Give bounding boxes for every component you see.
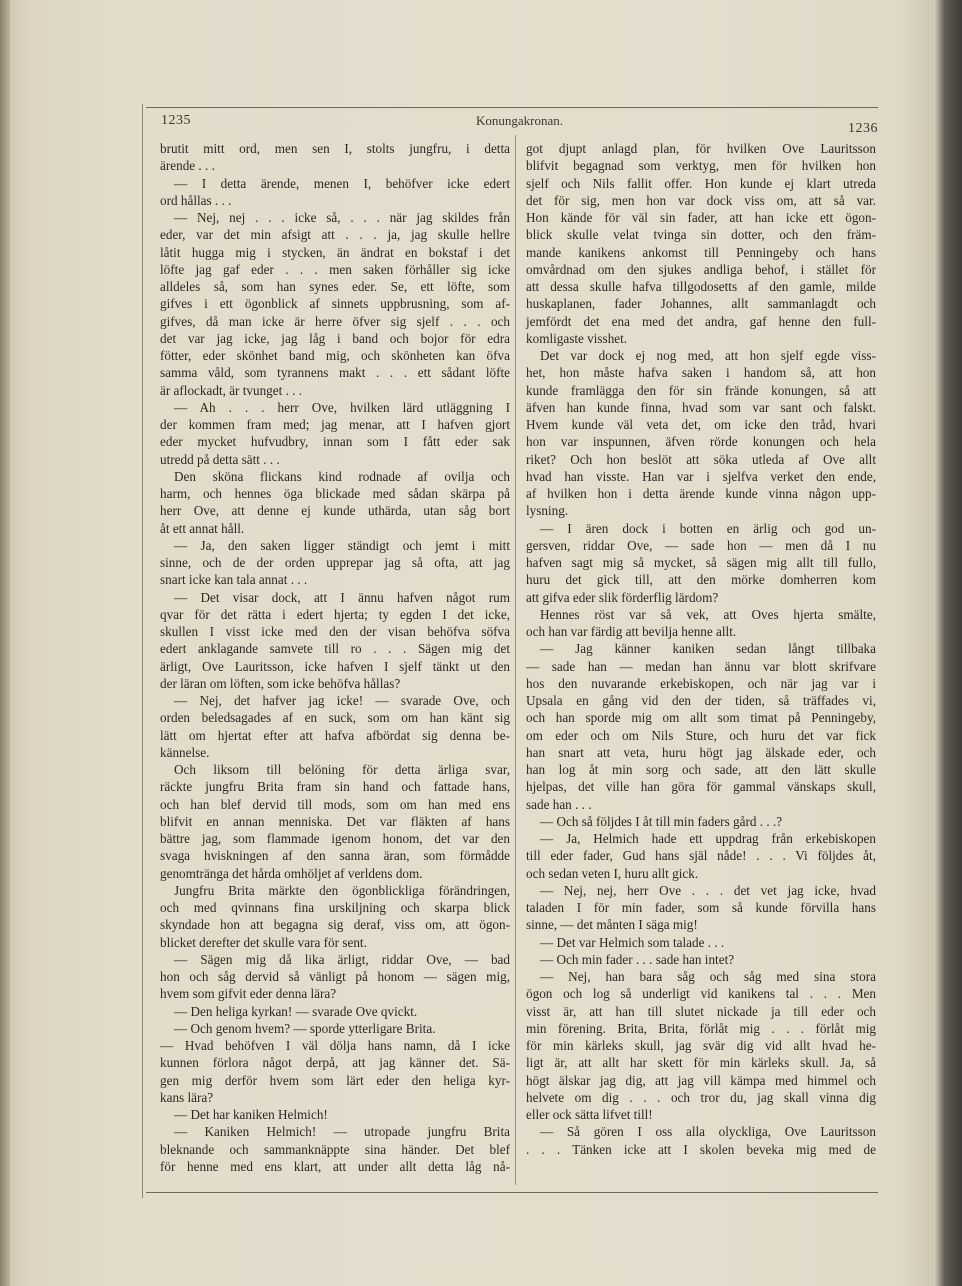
text-line: Det var dock ej nog med, att hon sjelf egde viss- (540, 348, 876, 363)
text-line: — Nej, det hafver jag icke! — svarade Ove, och (174, 693, 510, 708)
text-line: — sade han — medan han ännu var blott skrifvare (526, 658, 876, 674)
text-line: blifvit en annan menniska. Det var fläkten af hans (160, 813, 510, 829)
text-line: — Och genom hvem? — sporde ytterligare Brita. (174, 1020, 436, 1036)
text-line: taladen I för min fader, som så kunde förvilla hans (526, 900, 876, 915)
text-line: bättre jag, som flammade igenom honom, det var den (160, 831, 510, 846)
text-line: Hennes röst var så vek, att Oves hjerta smälte, (540, 606, 876, 622)
text-line: för henne med ens klart, att under allt detta låg nå- (160, 1158, 510, 1174)
text-line: eller ock sätta lifvet till! (526, 1107, 653, 1122)
text-line: — Jag känner kaniken sedan långt tillbaka (540, 641, 876, 657)
text-line: hos den nuvarande erkebiskopen, och när jag var i (526, 675, 876, 691)
text-line: hafven sagt mig så mycket, så sägen mig allt till fullo, (526, 555, 876, 570)
text-line: ärligt, Ove Lauritsson, icke hafven I sjelf tänkt ut den (160, 658, 510, 674)
text-line: det var jag icke, jag låg i band och bojor för edra (160, 330, 510, 346)
text-column-left (160, 140, 510, 1175)
text-line: gen mig derför hvem som lärt eder den heliga kyr- (160, 1072, 510, 1088)
text-line: Hon kände för väl sin fader, att han icke ett ögon- (526, 210, 876, 225)
text-line: till eder fader, Gud hans själ nåde! . . . Vi följdes åt, (526, 848, 876, 864)
text-line: — Det har kaniken Helmich! (174, 1107, 328, 1122)
text-line: sjelf och Nils fallit offer. Hon kunde ej klart utreda (526, 175, 876, 191)
text-line: låtit hugga mig i stycken, än ändrat en bokstaf i det (160, 244, 510, 260)
text-line: — I detta ärende, menen I, behöfver icke edert (174, 175, 510, 191)
text-line: gifves, då man icke är herre öfver sig sjelf . . . och (160, 313, 510, 329)
text-line: och sedan veten I, huru allt gick. (526, 865, 699, 881)
text-line: — Sägen mig då lika ärligt, riddar Ove, — bad (174, 951, 510, 967)
text-line: — Och min fader . . . sade han intet? (540, 951, 735, 967)
text-line: — Och så följdes I åt till min faders gård . . .? (540, 813, 783, 829)
text-line: sinne, — det månten I säga mig! (526, 917, 698, 933)
text-line: Och liksom till belöning för detta ärliga svar, (174, 762, 510, 777)
text-line: helvete om dig . . . och tror du, jag skall vinna dig (526, 1089, 876, 1105)
text-line: sade han . . . (526, 796, 592, 812)
text-line: — Nej, han bara såg och såg med sina stora (540, 969, 876, 984)
text-line: fötter, eder skönhet band mig, och skönheten kan öfva (160, 348, 510, 363)
text-line: der läran om löften, som icke behöfva hållas? (160, 675, 401, 691)
text-line: blifvit begagnad som verktyg, men för hvilken hon (526, 158, 876, 174)
text-line: bleknande och sammanknäppte sina händer. Det blef (160, 1141, 510, 1157)
text-line: got djupt anlagd plan, för hvilken Ove Lauritsson (526, 141, 876, 156)
text-line: hon och såg dervid så vänligt på honom — sägen mig, (160, 969, 510, 984)
text-line: räckte jungfru Brita fram sin hand och fattade hans, (160, 779, 510, 795)
text-line: alldeles så, som han synes eder. Se, ett löfte, som (160, 279, 510, 294)
text-line: . . . Tänken icke att I skolen beveka mig med de (526, 1141, 876, 1157)
text-line: jemfördt det ena med det andra, gaf henne den full- (526, 313, 876, 329)
text-line: brutit mitt ord, men sen I, stolts jungfru, i detta (160, 141, 510, 156)
text-line: hon var inspunnen, äfven rörde konungen och hela (526, 434, 876, 450)
text-line: utredd på detta sätt . . . (160, 451, 280, 467)
running-title: Konungakronan. (476, 113, 564, 128)
page-number-left: 1235 (161, 113, 191, 128)
text-line: skyndade hon att begagna sig deraf, viss om, att ögon- (160, 917, 510, 933)
page-number-right: 1236 (848, 121, 878, 136)
text-line: — Kaniken Helmich! — utropade jungfru Brita (174, 1124, 510, 1140)
text-line: komligaste visshet. (526, 330, 628, 346)
text-line: och med qvinnans fina urskiljning och skarpa blick (160, 900, 510, 915)
text-line: — Den heliga kyrkan! — svarade Ove qvickt. (174, 1003, 418, 1019)
text-line: gifves i ett ögonblick af sinnets uppbrusning, som af- (160, 296, 510, 312)
text-line: han log åt min sorg och sade, att den lätt skulle (526, 762, 876, 777)
text-line: Jungfru Brita märkte den ögonblickliga förändringen, (174, 882, 510, 898)
text-line: Den sköna flickans kind rodnade af ovilja och (174, 468, 510, 484)
text-line: af hvilken hon i detta ärende kunde vinna någon upp- (526, 486, 876, 501)
text-line: åt ett annat håll. (160, 520, 245, 536)
text-line: kunnen förlora något derpå, att jag känner det. Sä- (160, 1055, 510, 1071)
text-line: hvem som gifvit eder denna lära? (160, 986, 337, 1002)
text-line: eder mycket hufvudbry, innan som I fått eder sak (160, 434, 510, 450)
text-line: mande kanikens ankomst till Penningeby och hans (526, 244, 876, 260)
text-line: visst är, att han till slutet nickade ja till eder och (526, 1003, 876, 1019)
text-line: — I ären dock i botten en ärlig och god un- (540, 520, 876, 536)
text-line: snart icke kan tala annat . . . (160, 572, 308, 588)
text-line: edert anklagande samvete till ro . . . Sägen mig det (160, 641, 510, 657)
text-line: att gifva eder slik förderflig lärdom? (526, 589, 719, 605)
text-line: högt älskar jag dig, att jag vill kämpa med himmel och (526, 1072, 876, 1088)
text-line: gersven, riddar Ove, — sade hon — men då I nu (526, 537, 876, 553)
text-line: är aflockadt, är tvunget . . . (160, 382, 303, 398)
text-line: — Nej, nej, herr Ove . . . det vet jag icke, hvad (540, 882, 876, 898)
text-line: herr Ove, att denne ej kunde uthärda, utan såg bort (160, 503, 510, 519)
footer-rule (146, 1192, 878, 1193)
text-line: för min kärleks skull, jag svär dig vid allt hvad he- (526, 1038, 876, 1053)
text-line: han snart att veta, huru högt jag älskade eder, och (526, 744, 876, 760)
text-line: ord hållas . . . (160, 192, 232, 208)
text-line: — Ah . . . herr Ove, hvilken lärd utläggning I (174, 399, 510, 415)
text-line: — Nej, nej . . . icke så, . . . när jag skildes från (174, 210, 510, 225)
text-line: harm, och hennes öga blickade med sådan skärpa på (160, 486, 510, 501)
text-line: det för sig, men hon var dock viss om, att så var. (526, 192, 876, 208)
text-line: blicket derefter det skulle vara för sent. (160, 934, 367, 950)
text-line: — Ja, Helmich hade ett uppdrag från erkebiskopen (540, 831, 876, 846)
text-line: — Hvad behöfven I väl dölja hans namn, då I icke (160, 1038, 510, 1053)
text-line: huskaplanen, fader Johannes, allt sammanlagdt och (526, 296, 876, 312)
text-line: löfte jag gaf eder . . . men saken förhåller sig icke (160, 261, 510, 277)
text-line: sinne, och de der orden upprepar jag så ofta, att jag (160, 555, 510, 570)
text-line: och han var färdig att bevilja henne allt. (526, 624, 737, 639)
text-line: Hvem kunde väl veta det, om icke den tråd, hvari (526, 417, 876, 432)
text-line: omvårdnad om den sjukes andliga behof, i stället för (526, 261, 876, 277)
text-line: riket? Och hon beslöt att söka utleda af Ove allt (526, 451, 876, 467)
book-binding-edge (0, 0, 10, 1286)
text-line: — Ja, den saken ligger ständigt och jemt i mitt (174, 537, 510, 553)
text-line: skullen I visst icke med den der visan behöfva söfva (160, 624, 510, 639)
text-line: qvar för det rätta i edert hjerta; ty egden I det icke, (160, 606, 510, 622)
column-divider (515, 135, 516, 1185)
text-line: lätt om hjertat efter att hafva afbördat sig denna be- (160, 727, 510, 743)
text-line: — Så gören I oss alla olyckliga, Ove Lauritsson (540, 1124, 876, 1140)
text-line: kans lära? (160, 1089, 214, 1105)
text-line: äfven han kunde finna, hvad som var sant och falskt. (526, 399, 876, 415)
text-line: — Det visar dock, att I ännu hafven något rum (174, 589, 510, 605)
text-line: het, hon måste hafva saken i handom så, att hon (526, 365, 876, 381)
text-line: Upsala en gång vid den der tiden, så träffades vi, (526, 693, 876, 708)
text-line: att dessa skulle hafva tillgodosetts af den gamle, milde (526, 279, 876, 294)
text-line: huru det gick till, att den mörke domherren kom (526, 572, 876, 588)
text-line: min förening. Brita, Brita, förlåt mig . . . förlåt mig (526, 1020, 876, 1036)
text-line: svaga hviskningen af den sanna äran, som förmådde (160, 848, 510, 864)
text-column-right (526, 140, 876, 1158)
text-line: kunde framlägga den för sin frände konungen, så att (526, 382, 876, 398)
text-line: der kommen fram med; jag menar, att I hafven gjort (160, 417, 510, 432)
text-line: orden beledsagades af en suck, som om han känt sig (160, 710, 510, 726)
text-line: ögon och log så underligt vid kanikens tal . . . Men (526, 986, 876, 1002)
text-line: och han blef dervid till mods, som om han med ens (160, 796, 510, 812)
text-line: hvad han visste. Han var i sjelfva verket den ende, (526, 468, 876, 484)
text-line: och han sporde mig om allt som timat på Penningeby, (526, 710, 876, 726)
text-line: ärende . . . (160, 158, 215, 174)
text-line: lysning. (526, 503, 569, 519)
text-line: kännelse. (160, 744, 210, 760)
text-line: ligt är, att allt har skett för min kärleks skull. Ja, så (526, 1055, 876, 1071)
text-line: eder, var det min afsigt att . . . ja, jag skulle hellre (160, 227, 510, 243)
header-rule (146, 107, 878, 108)
text-line: — Det var Helmich som talade . . . (540, 934, 725, 950)
text-line: om eder och om Nils Sture, och huru det var fick (526, 727, 876, 743)
text-line: hjelpas, det ville han göra för gammal vänskaps skull, (526, 779, 876, 795)
text-line: genomtränga det hårda omhöljet af verldens dom. (160, 865, 423, 881)
text-line: blick skulle velat tvinga sin dotter, och den främ- (526, 227, 876, 243)
text-line: samma våld, som tyrannens makt . . . ett sådant löfte (160, 365, 510, 381)
